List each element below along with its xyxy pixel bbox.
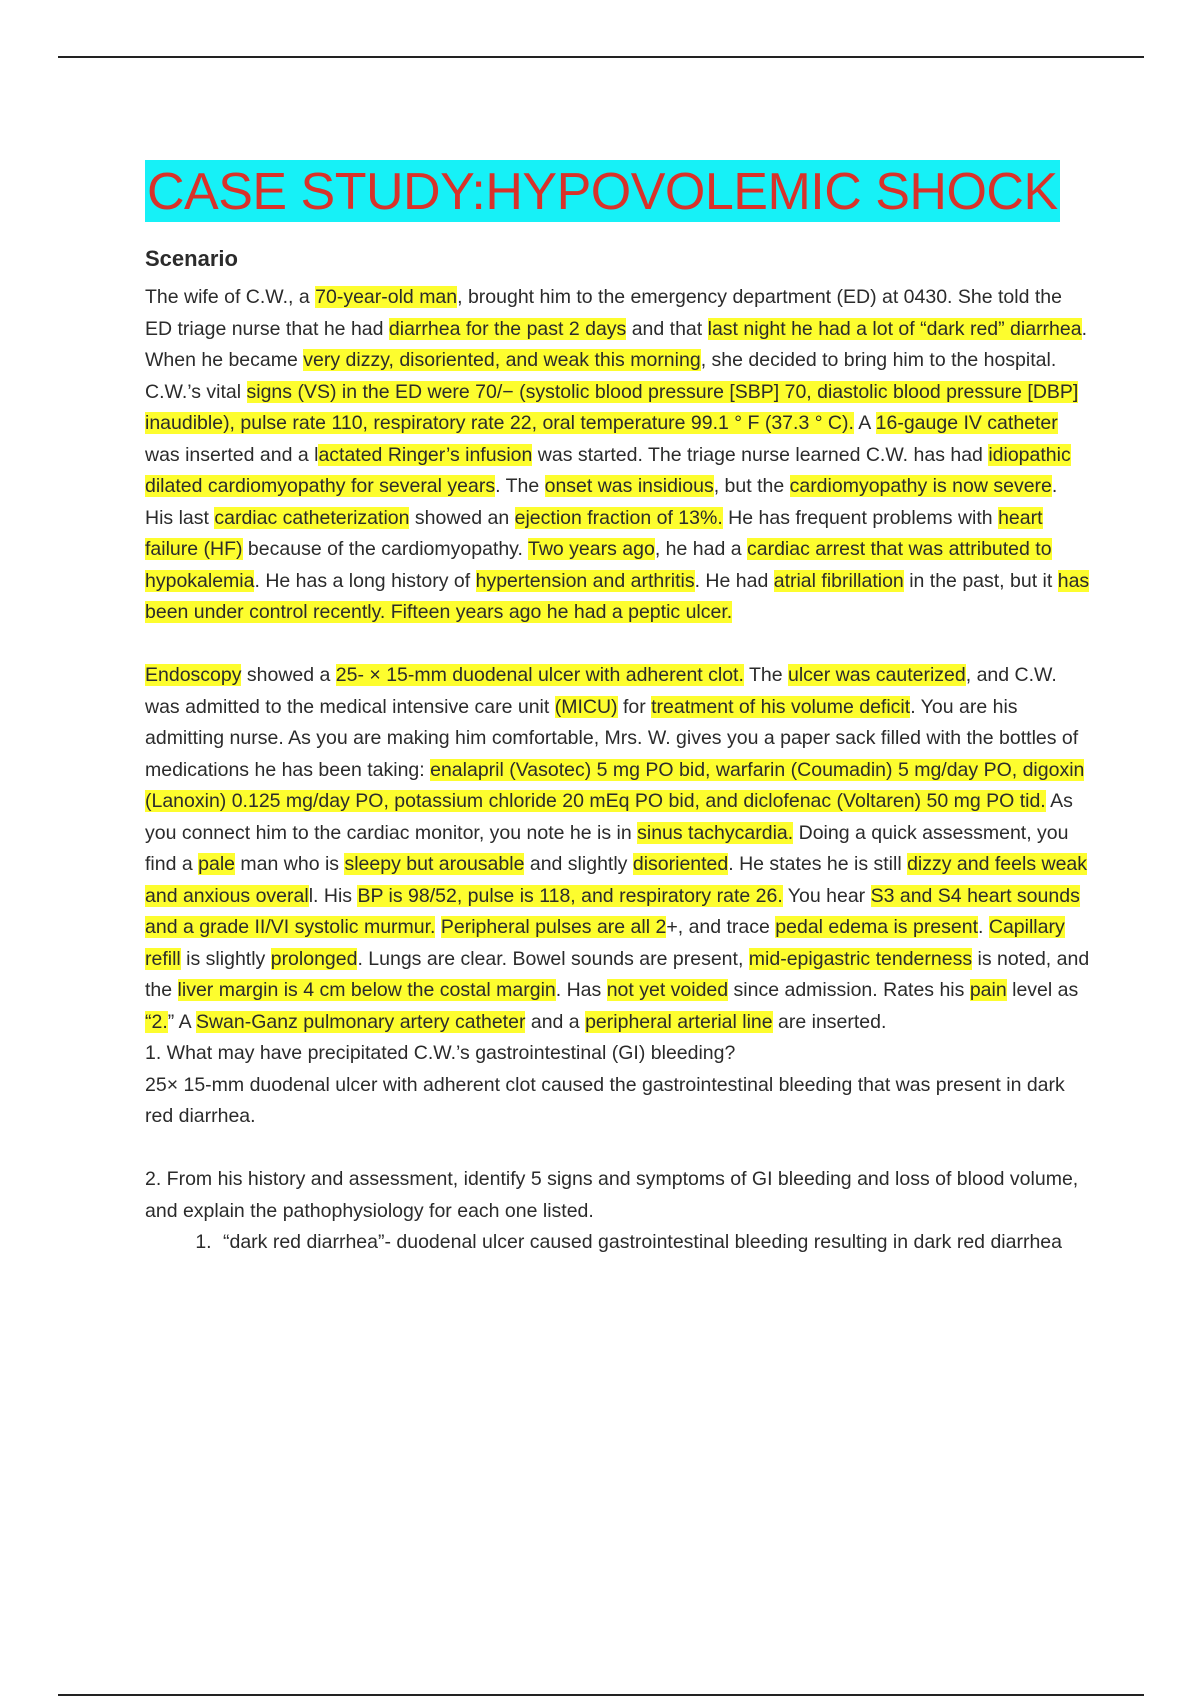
paragraph-text: . He has a long history of bbox=[254, 569, 476, 592]
highlighted-text: pedal edema is present bbox=[775, 916, 979, 938]
highlighted-text: (MICU) bbox=[554, 695, 618, 718]
highlighted-text: Swan-Ganz pulmonary artery catheter bbox=[195, 1010, 526, 1033]
highlighted-text: pain bbox=[969, 979, 1007, 1001]
paragraph-text: is noted, and the bbox=[145, 947, 1090, 1001]
question-1: 1. What may have precipitated C.W.’s gastrointestinal (GI) bleeding? bbox=[145, 1042, 736, 1064]
highlighted-text: treatment of his volume deficit bbox=[651, 695, 911, 718]
paragraph-text: level as bbox=[1006, 979, 1079, 1001]
paragraph-text: . The bbox=[495, 475, 545, 497]
paragraph-text: . He had bbox=[694, 569, 774, 592]
highlighted-text: S3 and S4 heart sounds and a grade II/VI systolic murmur. bbox=[145, 884, 1080, 938]
scenario-paragraph-2 bbox=[145, 660, 1090, 1038]
highlighted-text: ulcer was cauterized bbox=[788, 664, 966, 686]
paragraph-text: is slightly bbox=[180, 947, 271, 970]
answer-2-list bbox=[145, 1227, 1090, 1259]
highlighted-text: pale bbox=[198, 853, 235, 875]
scenario-heading: Scenario bbox=[145, 246, 238, 271]
paragraph-text: . bbox=[978, 916, 989, 938]
paragraph-text: As you connect him to the cardiac monitor, you note he is in bbox=[145, 790, 1073, 844]
highlighted-text: dizzy and feels weak and anxious overal bbox=[145, 853, 1088, 907]
highlighted-text: very dizzy, disoriented, and weak this morning bbox=[303, 349, 701, 371]
paragraph-text: , but the bbox=[713, 475, 790, 497]
paragraph-text: and that bbox=[626, 317, 708, 340]
paragraph-text: because of the cardiomyopathy. bbox=[242, 538, 528, 560]
highlighted-text: has been under control recently. Fifteen years ago he had a peptic ulcer. bbox=[145, 569, 1090, 623]
paragraph-text: He has frequent problems with bbox=[722, 506, 999, 529]
highlighted-text: last night he had a lot of “dark red” diarrhea bbox=[707, 317, 1082, 340]
paragraph-text: are inserted. bbox=[772, 1010, 887, 1033]
highlighted-text: Two years ago bbox=[527, 538, 655, 560]
paragraph-text: and a bbox=[525, 1010, 586, 1033]
highlighted-text: prolonged bbox=[270, 947, 358, 970]
highlighted-text: 25- × 15-mm duodenal ulcer with adherent clot. bbox=[335, 664, 744, 686]
highlighted-text: onset was insidious bbox=[544, 475, 714, 497]
paragraph-text: and slightly bbox=[524, 853, 633, 875]
highlighted-text: enalapril (Vasotec) 5 mg PO bid, warfarin (Coumadin) 5 mg/day PO, digoxin (Lanoxin) 0.125 mg/day PO, potassium chloride 20 mEq PO bid, and diclofenac (Voltaren) 50 mg PO tid. bbox=[145, 758, 1085, 812]
highlighted-text: Endoscopy bbox=[145, 664, 242, 686]
highlighted-text: cardiac arrest that was attributed to hypokalemia bbox=[145, 538, 1052, 592]
highlighted-text: cardiomyopathy is now severe bbox=[789, 475, 1052, 497]
paragraph-gap bbox=[145, 1133, 1090, 1165]
paragraph-text: for bbox=[617, 695, 652, 718]
question-2: 2. From his history and assessment, identify 5 signs and symptoms of GI bleeding and loss of blood volume, and explain the pathophysiology for each one listed. bbox=[145, 1168, 1079, 1222]
paragraph-text: , she decided to bring him to the hospital. C.W.’s vital bbox=[145, 349, 1057, 403]
paragraph-text: showed a bbox=[241, 664, 336, 686]
highlighted-text: not yet voided bbox=[606, 979, 729, 1001]
highlighted-text: sleepy but arousable bbox=[344, 853, 525, 875]
highlighted-text: disoriented bbox=[632, 853, 729, 875]
paragraph-text: The bbox=[743, 664, 788, 686]
highlighted-text: atrial fibrillation bbox=[773, 569, 904, 592]
paragraph-text: The wife of C.W., a bbox=[145, 286, 316, 308]
highlighted-text: idiopathic dilated cardiomyopathy for several years bbox=[145, 443, 1071, 497]
paragraph-text: . Has bbox=[555, 979, 607, 1001]
highlighted-text: sinus tachycardia. bbox=[637, 821, 794, 844]
highlighted-text: hypertension and arthritis bbox=[475, 569, 695, 592]
paragraph-text: , and C.W. was admitted to the medical intensive care unit bbox=[145, 664, 1057, 718]
highlighted-text: “2. bbox=[145, 1010, 168, 1033]
document-body bbox=[145, 160, 1090, 1259]
answer-1: 25× 15-mm duodenal ulcer with adherent clot caused the gastrointestinal bleeding that was present in dark red diarrhea. bbox=[145, 1073, 1065, 1127]
paragraph-text: . Lungs are clear. Bowel sounds are present, bbox=[357, 947, 749, 970]
paragraph-gap bbox=[145, 629, 1090, 661]
paragraph-text: , he had a bbox=[654, 538, 747, 560]
paragraph-text: . When he became bbox=[145, 317, 1088, 371]
paragraph-text: A bbox=[853, 412, 876, 434]
paragraph-text: . His last bbox=[145, 475, 1058, 529]
paragraph-text: You hear bbox=[782, 884, 871, 907]
highlighted-text: mid-epigastric tenderness bbox=[748, 947, 973, 970]
paragraph-text: ” A bbox=[167, 1010, 196, 1033]
paragraph-text: . He states he is still bbox=[728, 853, 908, 875]
highlighted-text: BP is 98/52, pulse is 118, and respiratory rate 26. bbox=[357, 884, 783, 907]
paragraph-text: l. His bbox=[308, 884, 358, 907]
highlighted-text: diarrhea for the past 2 days bbox=[388, 317, 627, 340]
paragraph-text: was inserted and a l bbox=[145, 443, 319, 466]
highlighted-text: peripheral arterial line bbox=[585, 1010, 773, 1033]
list-item: 1. “dark red diarrhea”- duodenal ulcer caused gastrointestinal bleeding resulting in dark red diarrhea bbox=[217, 1227, 1090, 1259]
paragraph-text: in the past, but it bbox=[903, 569, 1058, 592]
paragraph-text: +, and trace bbox=[666, 916, 776, 938]
paragraph-text: was started. The triage nurse learned C.W. has had bbox=[532, 443, 989, 466]
highlighted-text: Peripheral pulses are all 2 bbox=[440, 916, 667, 938]
scenario-paragraph-1 bbox=[145, 282, 1090, 629]
highlighted-text: cardiac catheterization bbox=[214, 506, 410, 529]
highlighted-text: Capillary refill bbox=[145, 916, 1065, 970]
document-title: CASE STUDY:HYPOVOLEMIC SHOCK bbox=[145, 160, 1060, 222]
paragraph-text: since admission. Rates his bbox=[728, 979, 970, 1001]
top-rule bbox=[58, 56, 1144, 58]
highlighted-text: actated Ringer’s infusion bbox=[318, 443, 533, 466]
highlighted-text: liver margin is 4 cm below the costal margin bbox=[177, 979, 556, 1001]
bottom-rule bbox=[58, 1694, 1144, 1696]
highlighted-text: heart failure (HF) bbox=[145, 506, 1043, 560]
paragraph-text: showed an bbox=[409, 506, 515, 529]
highlighted-text: 16-gauge IV catheter bbox=[875, 412, 1058, 434]
highlighted-text: 70-year-old man bbox=[315, 286, 458, 308]
highlighted-text: signs (VS) in the ED were 70/− (systolic blood pressure [SBP] 70, diastolic blood pressure [DBP] inaudible), pulse rate 110, respiratory rate 22, oral temperature 99.1 ° F (37.3 ° C). bbox=[145, 380, 1079, 434]
paragraph-text: . You are his admitting nurse. As you are making him comfortable, Mrs. W. gives you a paper sack filled with the bottles of medications he has been taking: bbox=[145, 695, 1079, 781]
highlighted-text: ejection fraction of 13%. bbox=[514, 506, 723, 529]
paragraph-text: , brought him to the emergency department (ED) at 0430. She told the ED triage nurse that he had bbox=[145, 286, 1062, 340]
paragraph-text: man who is bbox=[235, 853, 345, 875]
paragraph-text: Doing a quick assessment, you find a bbox=[145, 821, 1069, 875]
